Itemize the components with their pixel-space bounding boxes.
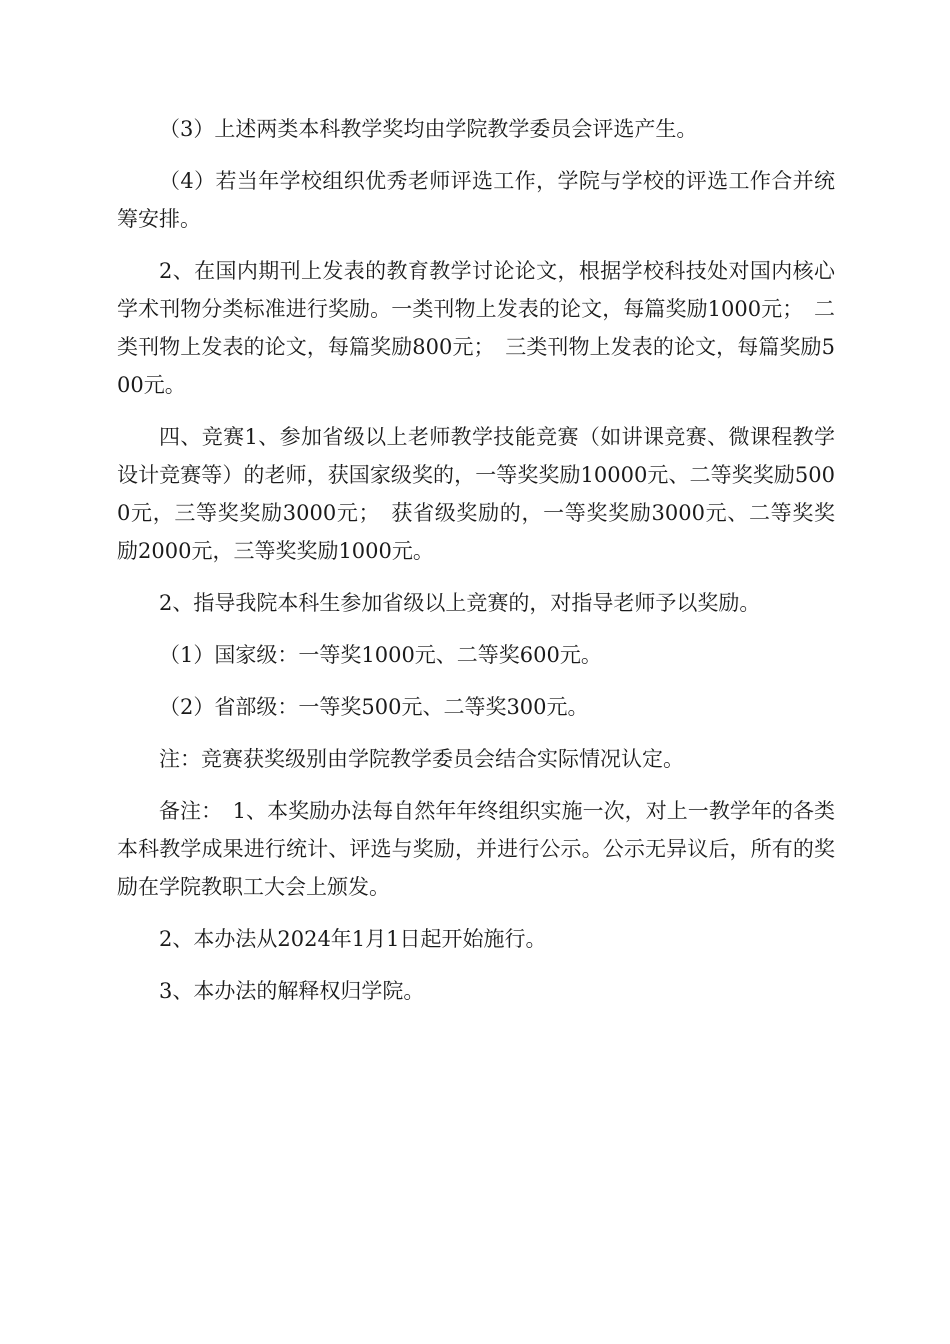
paragraph-provincial-level: （2）省部级：一等奖500元、二等奖300元。 bbox=[159, 695, 589, 719]
paragraph-student-guidance: 2、指导我院本科生参加省级以上竞赛的，对指导老师予以奖励。 bbox=[159, 591, 761, 615]
paragraph-school-coordination: （4）若当年学校组织优秀老师评选工作，学院与学校的评选工作合并统筹安排。 bbox=[117, 169, 835, 231]
paragraph-national-level: （1）国家级：一等奖1000元、二等奖600元。 bbox=[159, 643, 602, 667]
document-body bbox=[117, 110, 835, 1024]
paragraph-journal-papers: 2、在国内期刊上发表的教育教学讨论论文，根据学校科技处对国内核心学术刊物分类标准进行奖励。一类刊物上发表的论文，每篇奖励1000元； 二类刊物上发表的论文，每篇奖励800元； 三类刊物上发表的论文，每篇奖励500元。 bbox=[117, 259, 835, 397]
paragraph-effective-date: 2、本办法从2024年1月1日起开始施行。 bbox=[159, 927, 547, 951]
paragraph-interpretation: 3、本办法的解释权归学院。 bbox=[159, 979, 425, 1003]
paragraph-note: 注：竞赛获奖级别由学院教学委员会结合实际情况认定。 bbox=[159, 747, 684, 771]
paragraph-remarks: 备注： 1、本奖励办法每自然年年终组织实施一次，对上一教学年的各类本科教学成果进行统计、评选与奖励，并进行公示。公示无异议后，所有的奖励在学院教职工大会上颁发。 bbox=[117, 799, 835, 899]
paragraph-competitions: 四、竞赛1、参加省级以上老师教学技能竞赛（如讲课竞赛、微课程教学设计竞赛等）的老师，获国家级奖的，一等奖奖励10000元、二等奖奖励5000元，三等奖奖励3000元； 获省级奖励的，一等奖奖励3000元、二等奖奖励2000元，三等奖奖励1000元。 bbox=[117, 425, 835, 563]
paragraph-selection-committee: （3）上述两类本科教学奖均由学院教学委员会评选产生。 bbox=[159, 117, 698, 141]
